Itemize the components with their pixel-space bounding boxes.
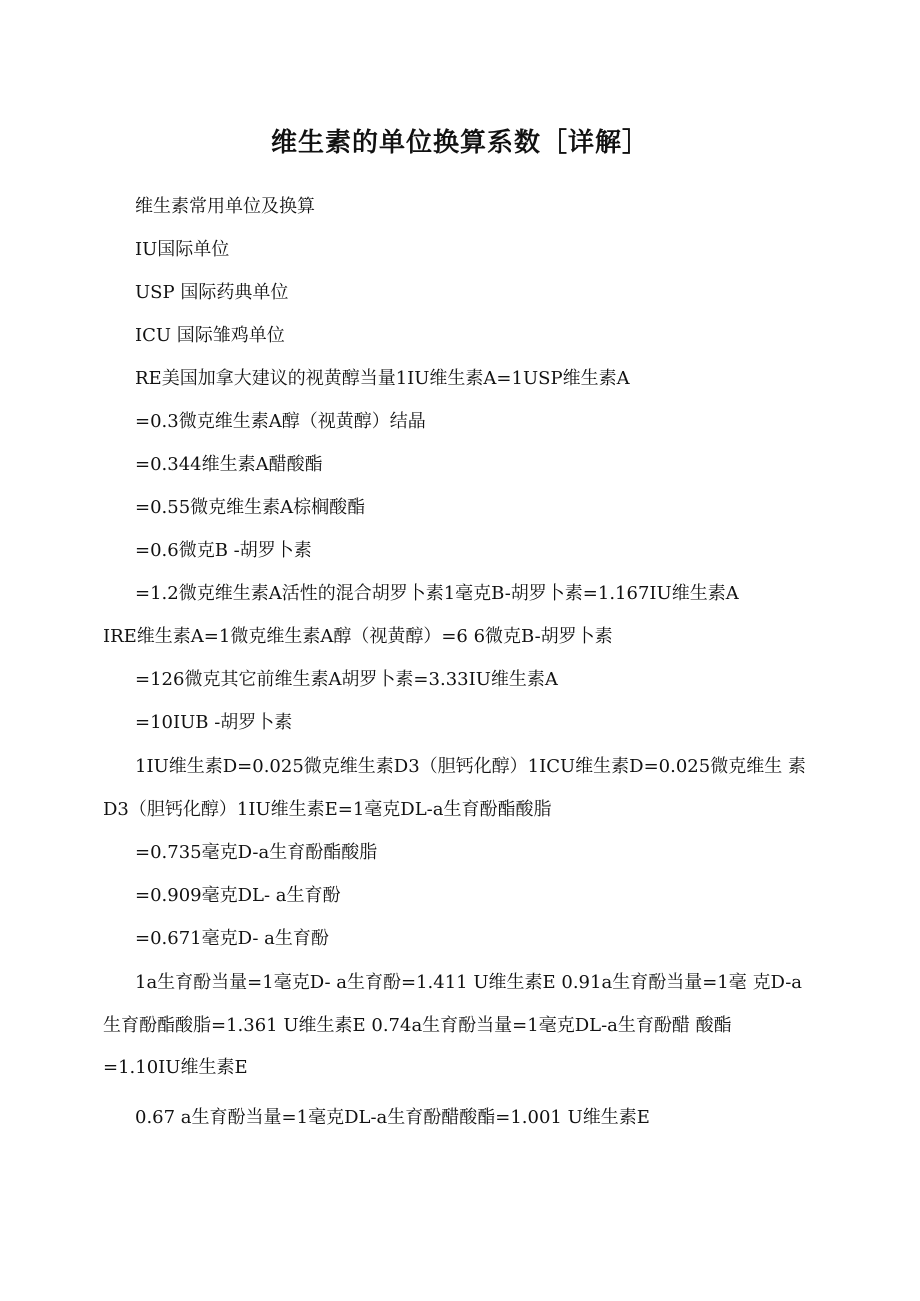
paragraph-line: =0.671毫克D- a生育酚 bbox=[135, 928, 329, 949]
paragraph-line: IRE维生素A=1微克维生素A醇（视黄醇）=6 6微克B-胡罗卜素 bbox=[103, 626, 613, 647]
paragraph-line: =10IUB -胡罗卜素 bbox=[135, 712, 293, 733]
paragraph-line: D3（胆钙化醇）1IU维生素E=1毫克DL-a生育酚酯酸脂 bbox=[103, 799, 552, 820]
paragraph-line: 生育酚酯酸脂=1.361 U维生素E 0.74a生育酚当量=1毫克DL-a生育酚醋 酸酯 bbox=[103, 1015, 732, 1036]
paragraph-line: =0.344维生素A醋酸酯 bbox=[135, 454, 323, 475]
paragraph-line: 1a生育酚当量=1毫克D- a生育酚=1.411 U维生素E 0.91a生育酚当量=1毫 克D-a bbox=[135, 972, 803, 993]
paragraph-line: USP 国际药典单位 bbox=[135, 282, 289, 303]
paragraph-line: RE美国加拿大建议的视黄醇当量1IU维生素A=1USP维生素A bbox=[135, 368, 630, 389]
document-title: 维生素的单位换算系数［详解］ bbox=[270, 128, 649, 158]
paragraph-line: =0.6微克B -胡罗卜素 bbox=[135, 540, 312, 561]
paragraph-line: 0.67 a生育酚当量=1毫克DL-a生育酚醋酸酯=1.001 U维生素E bbox=[135, 1107, 650, 1128]
paragraph-line: ICU 国际雏鸡单位 bbox=[135, 325, 285, 346]
paragraph-line: IU国际单位 bbox=[135, 239, 230, 260]
paragraph-line: 维生素常用单位及换算 bbox=[135, 196, 315, 217]
paragraph-line: =126微克其它前维生素A胡罗卜素=3.33IU维生素A bbox=[135, 669, 558, 690]
paragraph-line: =1.2微克维生素A活性的混合胡罗卜素1毫克B-胡罗卜素=1.167IU维生素A bbox=[135, 583, 739, 604]
paragraph-line: 1IU维生素D=0.025微克维生素D3（胆钙化醇）1ICU维生素D=0.025微克维生 素 bbox=[135, 756, 806, 777]
paragraph-line: =0.735毫克D-a生育酚酯酸脂 bbox=[135, 842, 378, 863]
paragraph-line: =0.3微克维生素A醇（视黄醇）结晶 bbox=[135, 411, 426, 432]
paragraph-line: =1.10IU维生素E bbox=[103, 1057, 248, 1078]
paragraph-line: =0.909毫克DL- a生育酚 bbox=[135, 885, 341, 906]
paragraph-line: =0.55微克维生素A棕榈酸酯 bbox=[135, 497, 366, 518]
